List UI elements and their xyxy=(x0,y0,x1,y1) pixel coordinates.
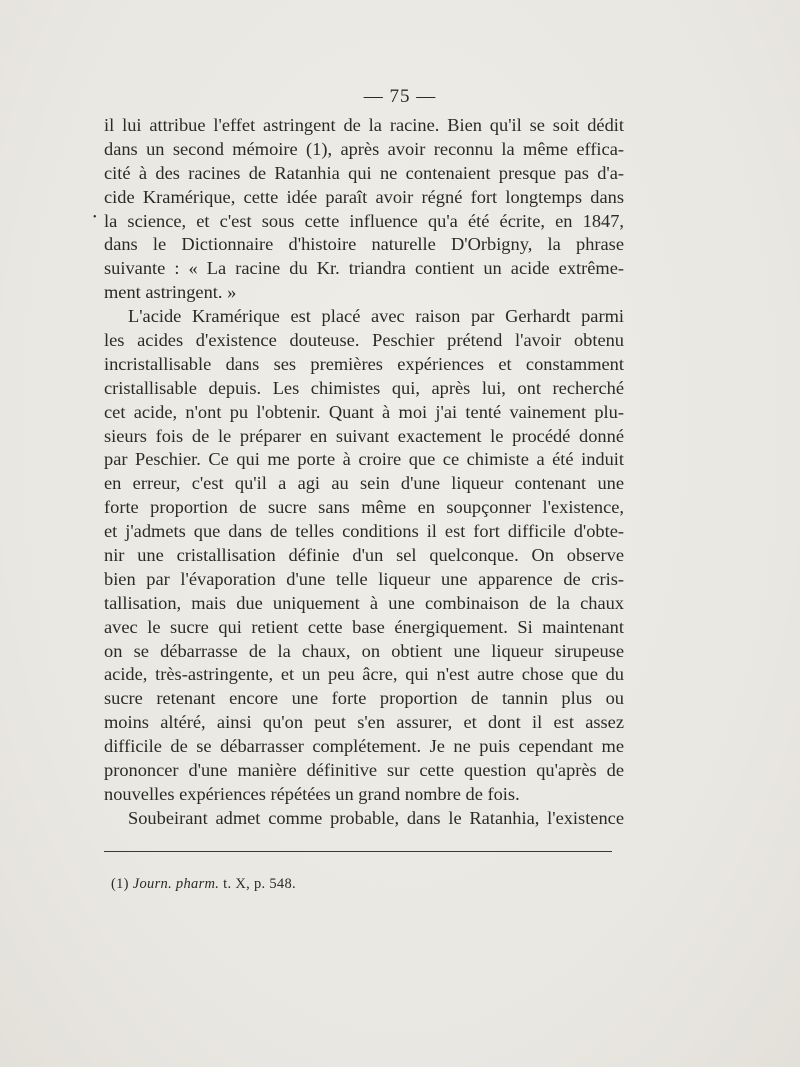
text-line-18: et j'admets que dans de telles conditions il est fort difficile d'obte- xyxy=(104,521,624,542)
footnote-marker: (1) xyxy=(111,876,129,892)
footnote-ref: t. X, p. 548. xyxy=(223,876,296,892)
footnote-rule xyxy=(104,851,612,852)
text-line-12: cristallisable depuis. Les chimistes qui, après lui, ont recherché xyxy=(104,377,624,398)
text-line-5: la science, et c'est sous cette influence qu'a été écrite, en 1847, xyxy=(104,210,624,231)
text-line-21: tallisation, mais due uniquement à une combinaison de la chaux xyxy=(104,592,624,613)
text-line-10: les acides d'existence douteuse. Peschier prétend l'avoir obtenu xyxy=(104,330,624,351)
text-line-22: avec le sucre qui retient cette base énergiquement. Si maintenant xyxy=(104,616,624,637)
text-line-30: Soubeirant admet comme probable, dans le Ratanhia, l'existence xyxy=(128,807,624,828)
text-line-1: il lui attribue l'effet astringent de la racine. Bien qu'il se soit dédit xyxy=(104,115,624,135)
text-line-26: moins altéré, ainsi qu'on peut s'en assurer, et dont il est assez xyxy=(104,712,624,733)
footnote xyxy=(111,876,296,893)
text-line-9: L'acide Kramérique est placé avec raison par Gerhardt parmi xyxy=(128,306,624,327)
text-line-6: dans le Dictionnaire d'histoire naturelle D'Orbigny, la phrase xyxy=(104,234,624,255)
text-line-2: dans un second mémoire (1), après avoir reconnu la même effica- xyxy=(104,138,624,159)
text-line-23: on se débarrasse de la chaux, on obtient une liqueur sirupeuse xyxy=(104,640,624,661)
text-line-11: incristallisable dans ses premières expériences et constamment xyxy=(104,353,624,374)
text-line-13: cet acide, n'ont pu l'obtenir. Quant à moi j'ai tenté vainement plu- xyxy=(104,401,624,422)
text-line-24: acide, très-astringente, et un peu âcre, qui n'est autre chose que du xyxy=(104,664,624,685)
text-line-4: cide Kramérique, cette idée paraît avoir régné fort longtemps dans xyxy=(104,186,624,207)
footnote-source: Journ. pharm. xyxy=(132,876,220,892)
text-line-17: forte proportion de sucre sans même en soupçonner l'existence, xyxy=(104,497,624,518)
text-line-7: suivante : « La racine du Kr. triandra contient un acide extrême- xyxy=(104,258,624,279)
page-number: — 75 — xyxy=(363,86,437,107)
margin-mark: • xyxy=(93,212,97,223)
text-line-25: sucre retenant encore une forte proportion de tannin plus ou xyxy=(104,688,624,709)
text-line-14: sieurs fois de le préparer en suivant exactement le procédé donné xyxy=(104,425,624,446)
text-line-8: ment astringent. » xyxy=(104,282,237,303)
text-line-29: nouvelles expériences répétées un grand nombre de fois. xyxy=(104,783,520,804)
text-line-27: difficile de se débarrasser complétement. Je ne puis cependant me xyxy=(104,736,624,757)
text-line-16: en erreur, c'est qu'il a agi au sein d'une liqueur contenant une xyxy=(104,473,624,494)
text-line-15: par Peschier. Ce qui me porte à croire que ce chimiste a été induit xyxy=(104,449,624,470)
text-line-28: prononcer d'une manière définitive sur cette question qu'après de xyxy=(104,760,624,781)
text-line-3: cité à des racines de Ratanhia qui ne contenaient presque pas d'a- xyxy=(104,162,624,183)
text-line-19: nir une cristallisation définie d'un sel quelconque. On observe xyxy=(104,545,624,566)
text-line-20: bien par l'évaporation d'une telle liqueur une apparence de cris- xyxy=(104,568,624,589)
body-text xyxy=(104,114,624,831)
